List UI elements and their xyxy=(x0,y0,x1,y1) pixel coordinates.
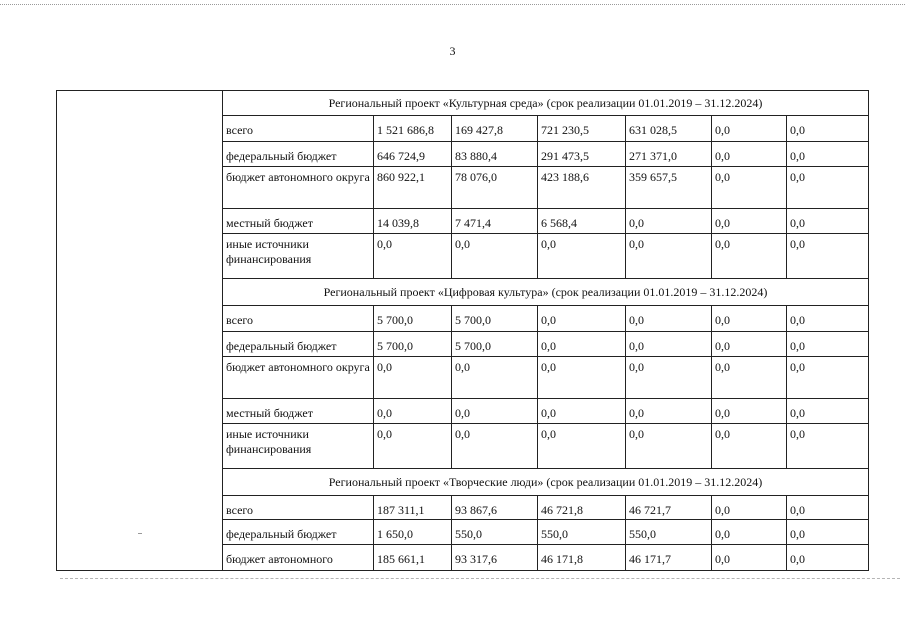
value-cell: 0,0 xyxy=(712,424,787,469)
value-cell: 0,0 xyxy=(712,357,787,399)
value-cell: 5 700,0 xyxy=(374,306,452,332)
row-label: иные источники финансирования xyxy=(223,424,374,469)
value-cell: 0,0 xyxy=(787,209,869,234)
value-cell: 0,0 xyxy=(538,357,626,399)
value-cell: 46 721,8 xyxy=(538,496,626,520)
row-label: местный бюджет xyxy=(223,209,374,234)
value-cell: 0,0 xyxy=(787,142,869,167)
value-cell: 423 188,6 xyxy=(538,167,626,209)
value-cell: 0,0 xyxy=(626,424,712,469)
value-cell: 6 568,4 xyxy=(538,209,626,234)
row-label: бюджет автономного округа xyxy=(223,167,374,209)
row-label: бюджет автономного xyxy=(223,545,374,571)
scan-edge-top xyxy=(0,4,905,5)
section-title: Региональный проект «Культурная среда» (срок реализации 01.01.2019 – 31.12.2024) xyxy=(223,91,869,116)
value-cell: 0,0 xyxy=(538,424,626,469)
value-cell: 550,0 xyxy=(452,520,538,545)
value-cell: 46 171,8 xyxy=(538,545,626,571)
value-cell: 0,0 xyxy=(712,545,787,571)
value-cell: 1 521 686,8 xyxy=(374,116,452,142)
value-cell: 14 039,8 xyxy=(374,209,452,234)
scan-edge-bottom xyxy=(60,578,900,579)
row-label: федеральный бюджет xyxy=(223,332,374,357)
value-cell: 0,0 xyxy=(712,399,787,424)
value-cell: 0,0 xyxy=(538,332,626,357)
value-cell: 0,0 xyxy=(712,496,787,520)
value-cell: 0,0 xyxy=(712,209,787,234)
value-cell: 0,0 xyxy=(374,424,452,469)
value-cell: 0,0 xyxy=(374,357,452,399)
value-cell: 0,0 xyxy=(626,332,712,357)
value-cell: 1 650,0 xyxy=(374,520,452,545)
value-cell: 0,0 xyxy=(538,234,626,279)
value-cell: 0,0 xyxy=(712,142,787,167)
row-label: всего xyxy=(223,116,374,142)
value-cell: 0,0 xyxy=(626,399,712,424)
value-cell: 0,0 xyxy=(374,399,452,424)
value-cell: 359 657,5 xyxy=(626,167,712,209)
value-cell: 169 427,8 xyxy=(452,116,538,142)
row-label: бюджет автономного округа xyxy=(223,357,374,399)
row-label: федеральный бюджет xyxy=(223,142,374,167)
value-cell: 0,0 xyxy=(626,357,712,399)
value-cell: 0,0 xyxy=(712,116,787,142)
row-label: всего xyxy=(223,496,374,520)
value-cell: 78 076,0 xyxy=(452,167,538,209)
empty-left-column xyxy=(57,91,223,571)
value-cell: 550,0 xyxy=(538,520,626,545)
value-cell: 631 028,5 xyxy=(626,116,712,142)
value-cell: 0,0 xyxy=(787,399,869,424)
value-cell: 5 700,0 xyxy=(452,306,538,332)
value-cell: 0,0 xyxy=(452,424,538,469)
value-cell: 93 317,6 xyxy=(452,545,538,571)
section-title: Региональный проект «Творческие люди» (срок реализации 01.01.2019 – 31.12.2024) xyxy=(223,469,869,496)
value-cell: 5 700,0 xyxy=(374,332,452,357)
value-cell: 0,0 xyxy=(712,234,787,279)
page-number: 3 xyxy=(449,44,456,58)
section-title: Региональный проект «Цифровая культура» (срок реализации 01.01.2019 – 31.12.2024) xyxy=(223,279,869,306)
value-cell: 0,0 xyxy=(538,399,626,424)
value-cell: 0,0 xyxy=(787,357,869,399)
value-cell: 0,0 xyxy=(787,496,869,520)
row-label: всего xyxy=(223,306,374,332)
value-cell: 0,0 xyxy=(626,209,712,234)
value-cell: 0,0 xyxy=(626,234,712,279)
row-label: иные источники финансирования xyxy=(223,234,374,279)
value-cell: 0,0 xyxy=(787,306,869,332)
value-cell: 0,0 xyxy=(787,332,869,357)
funding-table xyxy=(56,90,869,571)
value-cell: 271 371,0 xyxy=(626,142,712,167)
value-cell: 0,0 xyxy=(538,306,626,332)
value-cell: 185 661,1 xyxy=(374,545,452,571)
value-cell: 0,0 xyxy=(712,332,787,357)
value-cell: 7 471,4 xyxy=(452,209,538,234)
value-cell: 0,0 xyxy=(787,424,869,469)
value-cell: 291 473,5 xyxy=(538,142,626,167)
value-cell: 860 922,1 xyxy=(374,167,452,209)
value-cell: 0,0 xyxy=(452,399,538,424)
value-cell: 46 721,7 xyxy=(626,496,712,520)
value-cell: 83 880,4 xyxy=(452,142,538,167)
value-cell: 550,0 xyxy=(626,520,712,545)
value-cell: 46 171,7 xyxy=(626,545,712,571)
value-cell: 0,0 xyxy=(712,167,787,209)
value-cell: 0,0 xyxy=(452,234,538,279)
value-cell: 0,0 xyxy=(787,116,869,142)
row-label: местный бюджет xyxy=(223,399,374,424)
value-cell: 721 230,5 xyxy=(538,116,626,142)
value-cell: 0,0 xyxy=(787,520,869,545)
value-cell: 187 311,1 xyxy=(374,496,452,520)
value-cell: 0,0 xyxy=(712,520,787,545)
value-cell: 0,0 xyxy=(712,306,787,332)
value-cell: 93 867,6 xyxy=(452,496,538,520)
value-cell: 0,0 xyxy=(374,234,452,279)
scan-speck xyxy=(138,533,142,534)
value-cell: 0,0 xyxy=(787,234,869,279)
value-cell: 646 724,9 xyxy=(374,142,452,167)
value-cell: 0,0 xyxy=(787,167,869,209)
value-cell: 0,0 xyxy=(787,545,869,571)
value-cell: 5 700,0 xyxy=(452,332,538,357)
value-cell: 0,0 xyxy=(626,306,712,332)
row-label: федеральный бюджет xyxy=(223,520,374,545)
value-cell: 0,0 xyxy=(452,357,538,399)
